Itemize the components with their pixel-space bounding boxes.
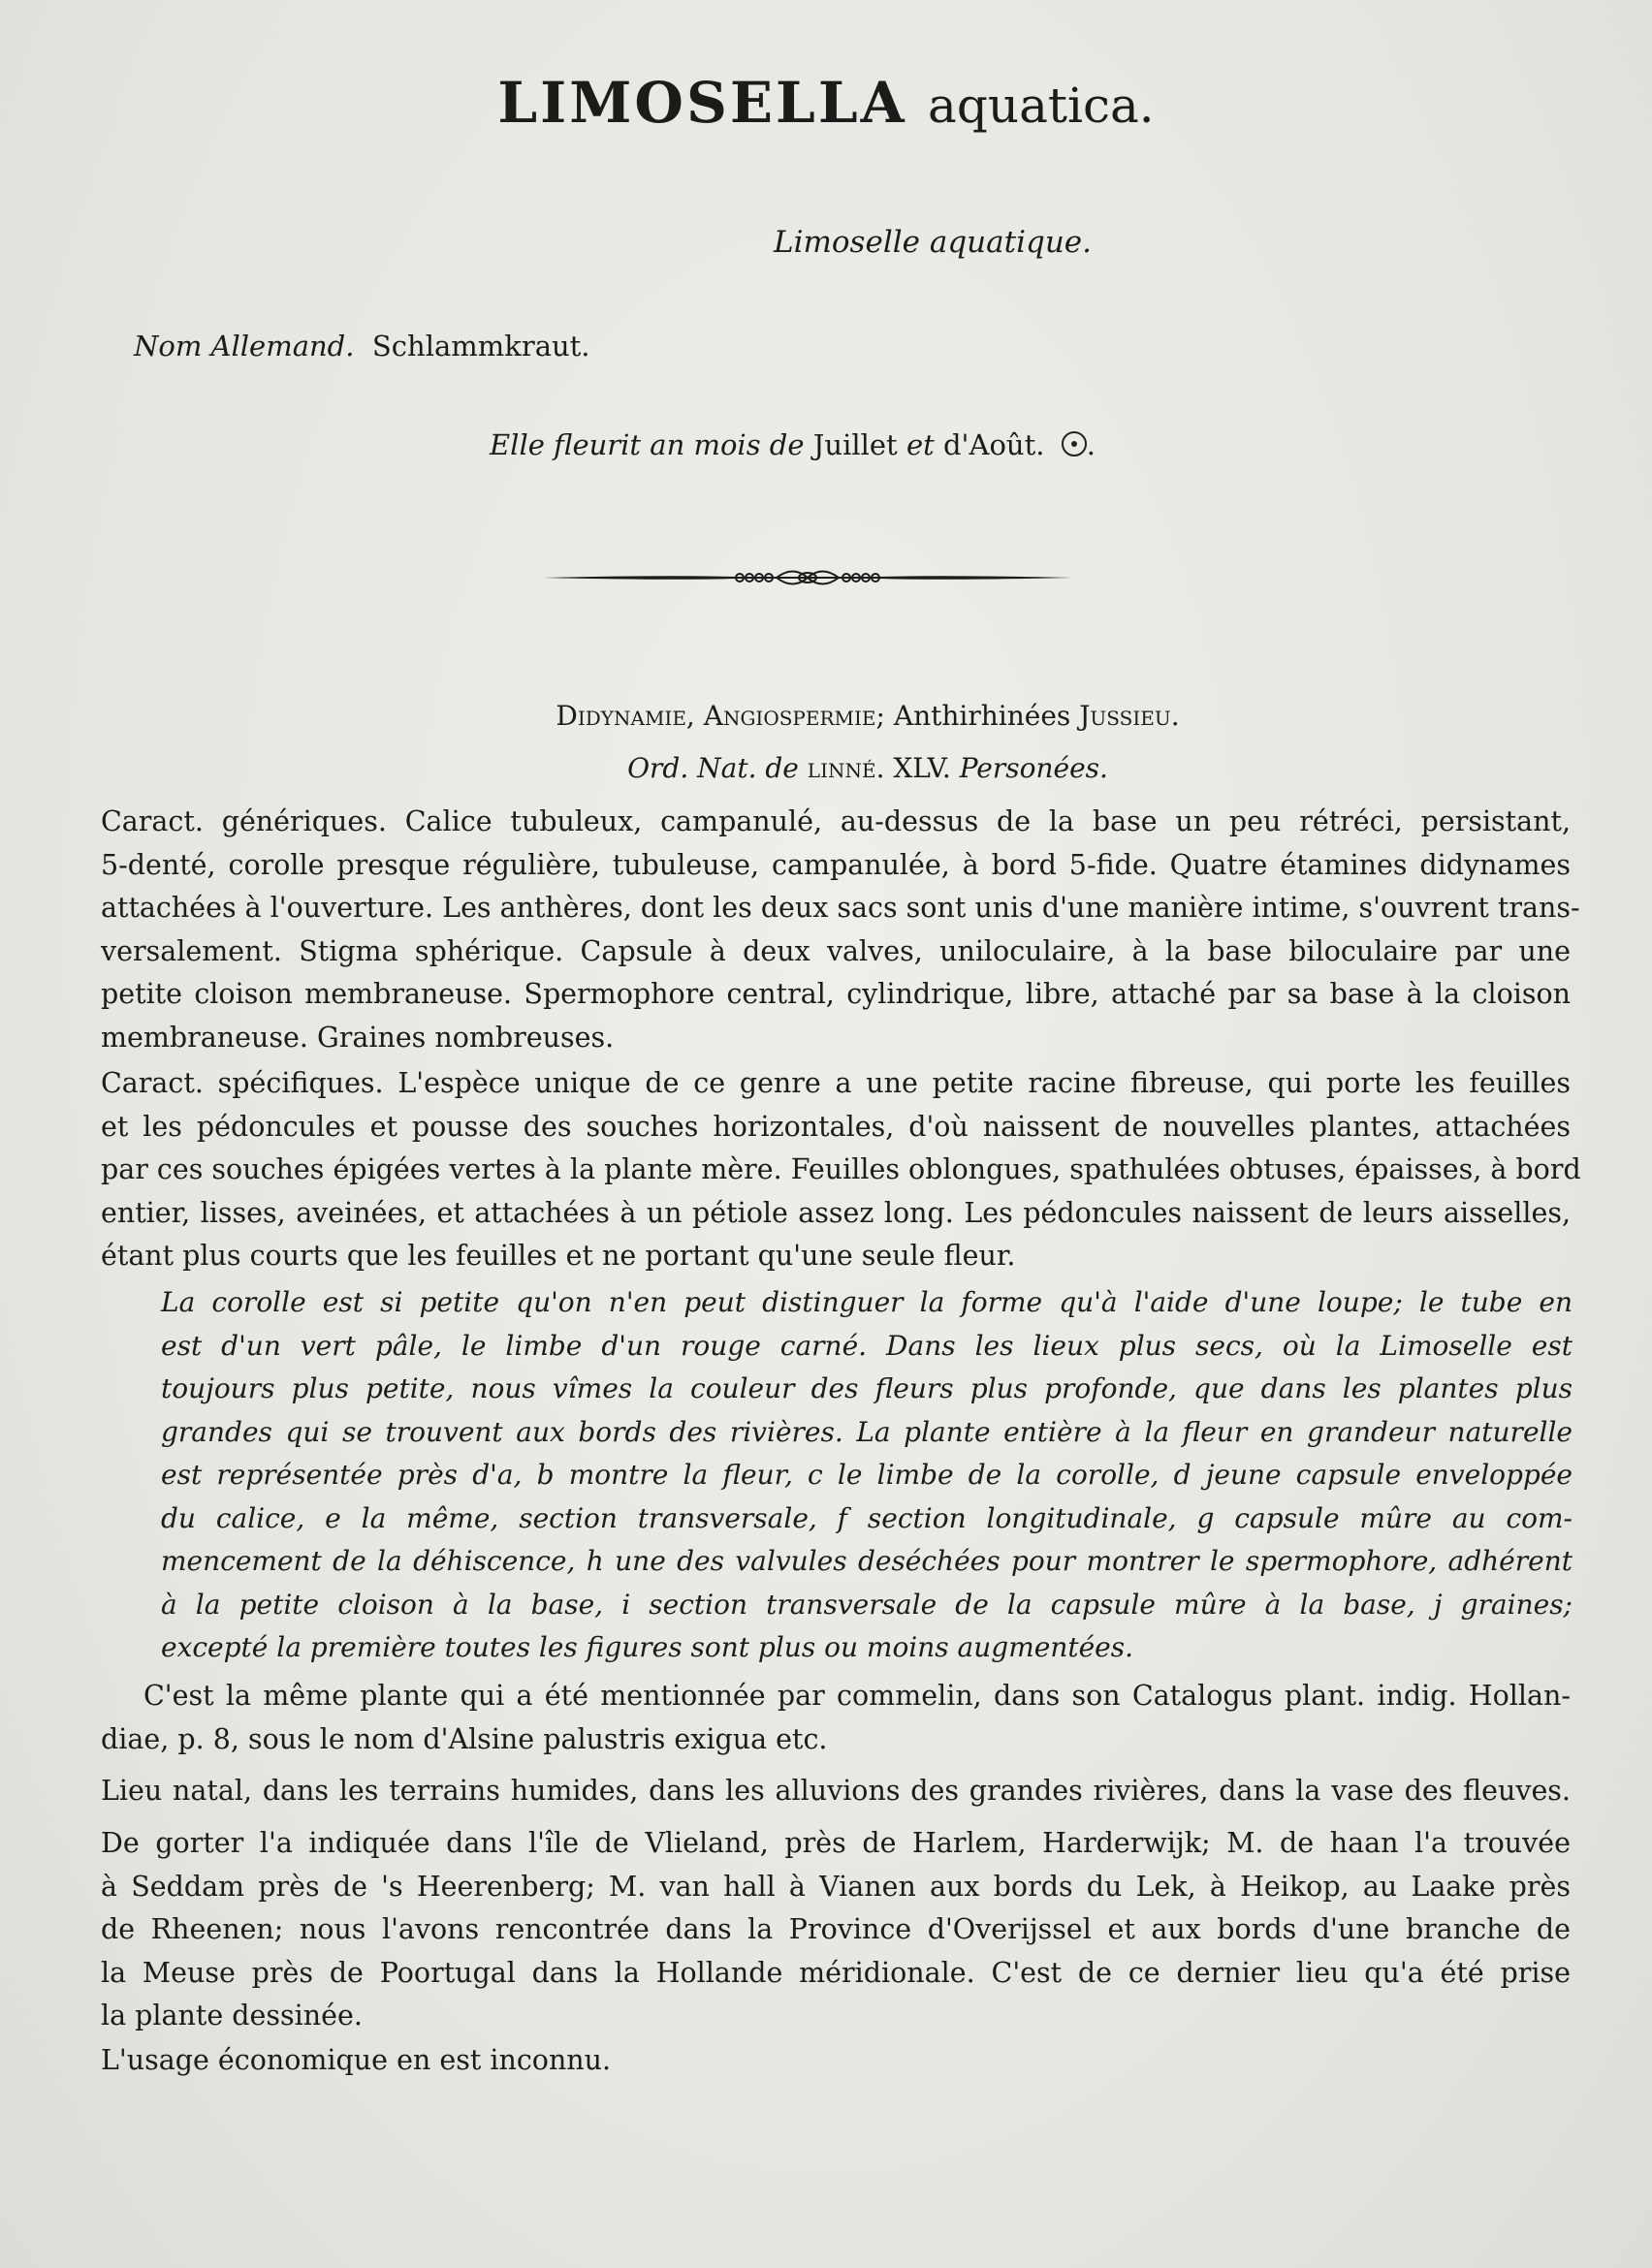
class-angiospermie: Angiospermie; xyxy=(703,700,885,732)
text-line: par ces souches épigées vertes à la plante mère. Feuilles oblongues, spathulées obtuses, épaisses, à bord xyxy=(101,1153,1581,1185)
italic-line: grandes qui se trouvent aux bords des rivières. La plante entière à la fleur en grandeur naturelle xyxy=(161,1415,1573,1448)
french-name: Limoselle aquatique. xyxy=(774,225,1092,260)
class-family: Anthirhinées xyxy=(893,700,1071,732)
text-line: la Meuse près de Poortugal dans la Hollande méridionale. C'est de ce dernier lieu qu'a été prise xyxy=(101,1956,1571,1989)
text-line: étant plus courts que les feuilles et ne portant qu'une seule fleur. xyxy=(101,1240,1016,1272)
text-line: la plante dessinée. xyxy=(101,2000,363,2032)
localities-paragraph xyxy=(101,1822,1571,2038)
genus-name: LIMOSELLA xyxy=(497,70,907,136)
german-name-line xyxy=(134,330,590,362)
german-name-label: Nom Allemand. xyxy=(134,330,355,362)
flowering-pre: Elle fleurit an mois de xyxy=(490,428,805,461)
generic-characters xyxy=(101,801,1580,1059)
text-line: membraneuse. Graines nombreuses. xyxy=(101,1021,615,1054)
italic-line: mencement de la déhiscence, h une des valvules deséchées pour montrer le spermophore, adhérent xyxy=(161,1545,1573,1577)
text-line: à Seddam près de 's Heerenberg; M. van hall à Vianen aux bords du Lek, à Heikop, au Laake près xyxy=(101,1870,1571,1903)
habitat-paragraph xyxy=(101,1770,1571,1813)
usage-paragraph xyxy=(101,2039,1571,2083)
italic-line: du calice, e la même, section transversale, f section longitudinale, g capsule mûre au com- xyxy=(161,1501,1573,1534)
text-line: attachées à l'ouverture. Les anthères, dont les deux sacs sont unis d'une manière intime, s'ouvrent trans- xyxy=(101,892,1580,924)
text-line: Caract. génériques. Calice tubuleux, campanulé, au-dessus de la base un peu rétréci, persistant, xyxy=(101,805,1571,837)
italic-line: est d'un vert pâle, le limbe d'un rouge carné. Dans les lieux plus secs, où la Limoselle est xyxy=(161,1329,1573,1362)
order-number: XLV. xyxy=(893,752,951,784)
linne-name: linné. xyxy=(807,752,885,784)
text-line: Caract. spécifiques. L'espèce unique de ce genre a une petite racine fibreuse, qui porte les feuilles xyxy=(101,1067,1571,1099)
page-title xyxy=(0,70,1652,136)
classification-line-2 xyxy=(0,752,1652,784)
class-didynamie: Didynamie, xyxy=(556,700,695,732)
text-line: et les pédoncules et pousse des souches horizontales, d'où naissent de nouvelles plantes, attachées xyxy=(101,1110,1571,1143)
text-line: petite cloison membraneuse. Spermophore central, cylindrique, libre, attaché par sa base à la cloison xyxy=(101,978,1571,1010)
classification-line-1 xyxy=(0,700,1652,732)
flowering-period: . xyxy=(1086,428,1096,461)
italic-line: excepté la première toutes les figures sont plus ou moins augmentées. xyxy=(161,1631,1134,1663)
text-line: De gorter l'a indiquée dans l'île de Vlieland, près de Harlem, Harderwijk; M. de haan l'a trouvée xyxy=(101,1827,1571,1859)
italic-line: toujours plus petite, nous vîmes la couleur des fleurs plus profonde, que dans les plantes plus xyxy=(161,1372,1573,1404)
text-line: Lieu natal, dans les terrains humides, dans les alluvions des grandes rivières, dans la vase des fleuves. xyxy=(101,1775,1571,1807)
class-author: Jussieu. xyxy=(1079,700,1180,732)
ord-nat-label: Ord. Nat. de xyxy=(627,752,799,784)
commelin-paragraph xyxy=(101,1675,1571,1761)
specific-characters xyxy=(101,1062,1581,1278)
text-line: C'est la même plante qui a été mentionnée par commelin, dans son Catalogus plant. indig. Hollan- xyxy=(143,1680,1571,1712)
ornament-divider-icon xyxy=(543,564,1072,591)
flowering-et: et xyxy=(905,428,935,461)
annual-symbol-icon xyxy=(1062,431,1087,457)
italic-line: est représentée près d'a, b montre la fleur, c le limbe de la corolle, d jeune capsule enveloppée xyxy=(161,1459,1573,1491)
text-line: L'usage économique en est inconnu. xyxy=(101,2044,612,2076)
text-line: versalement. Stigma sphérique. Capsule à deux valves, uniloculaire, à la base biloculaire par une xyxy=(101,934,1571,967)
flowering-line xyxy=(490,428,1096,461)
italic-line: à la petite cloison à la base, i section transversale de la capsule mûre à la base, j graines; xyxy=(161,1588,1573,1621)
text-line: diae, p. 8, sous le nom d'Alsine palustris exigua etc. xyxy=(101,1722,828,1755)
text-line: 5-denté, corolle presque régulière, tubuleuse, campanulée, à bord 5-fide. Quatre étamines didynames xyxy=(101,848,1571,881)
flowering-month1: Juillet xyxy=(812,428,898,461)
figure-description xyxy=(161,1281,1573,1670)
german-name-value: Schlammkraut. xyxy=(371,330,590,362)
order-name: Personées. xyxy=(959,752,1108,784)
flowering-month2: d'Août. xyxy=(942,428,1045,461)
species-name: aquatica. xyxy=(928,78,1155,134)
italic-line: La corolle est si petite qu'on n'en peut distinguer la forme qu'à l'aide d'une loupe; le tube en xyxy=(161,1286,1573,1318)
text-line: de Rheenen; nous l'avons rencontrée dans la Province d'Overijssel et aux bords d'une branche de xyxy=(101,1913,1571,1945)
text-line: entier, lisses, aveinées, et attachées à un pétiole assez long. Les pédoncules naissent de leurs aisselles, xyxy=(101,1196,1571,1229)
